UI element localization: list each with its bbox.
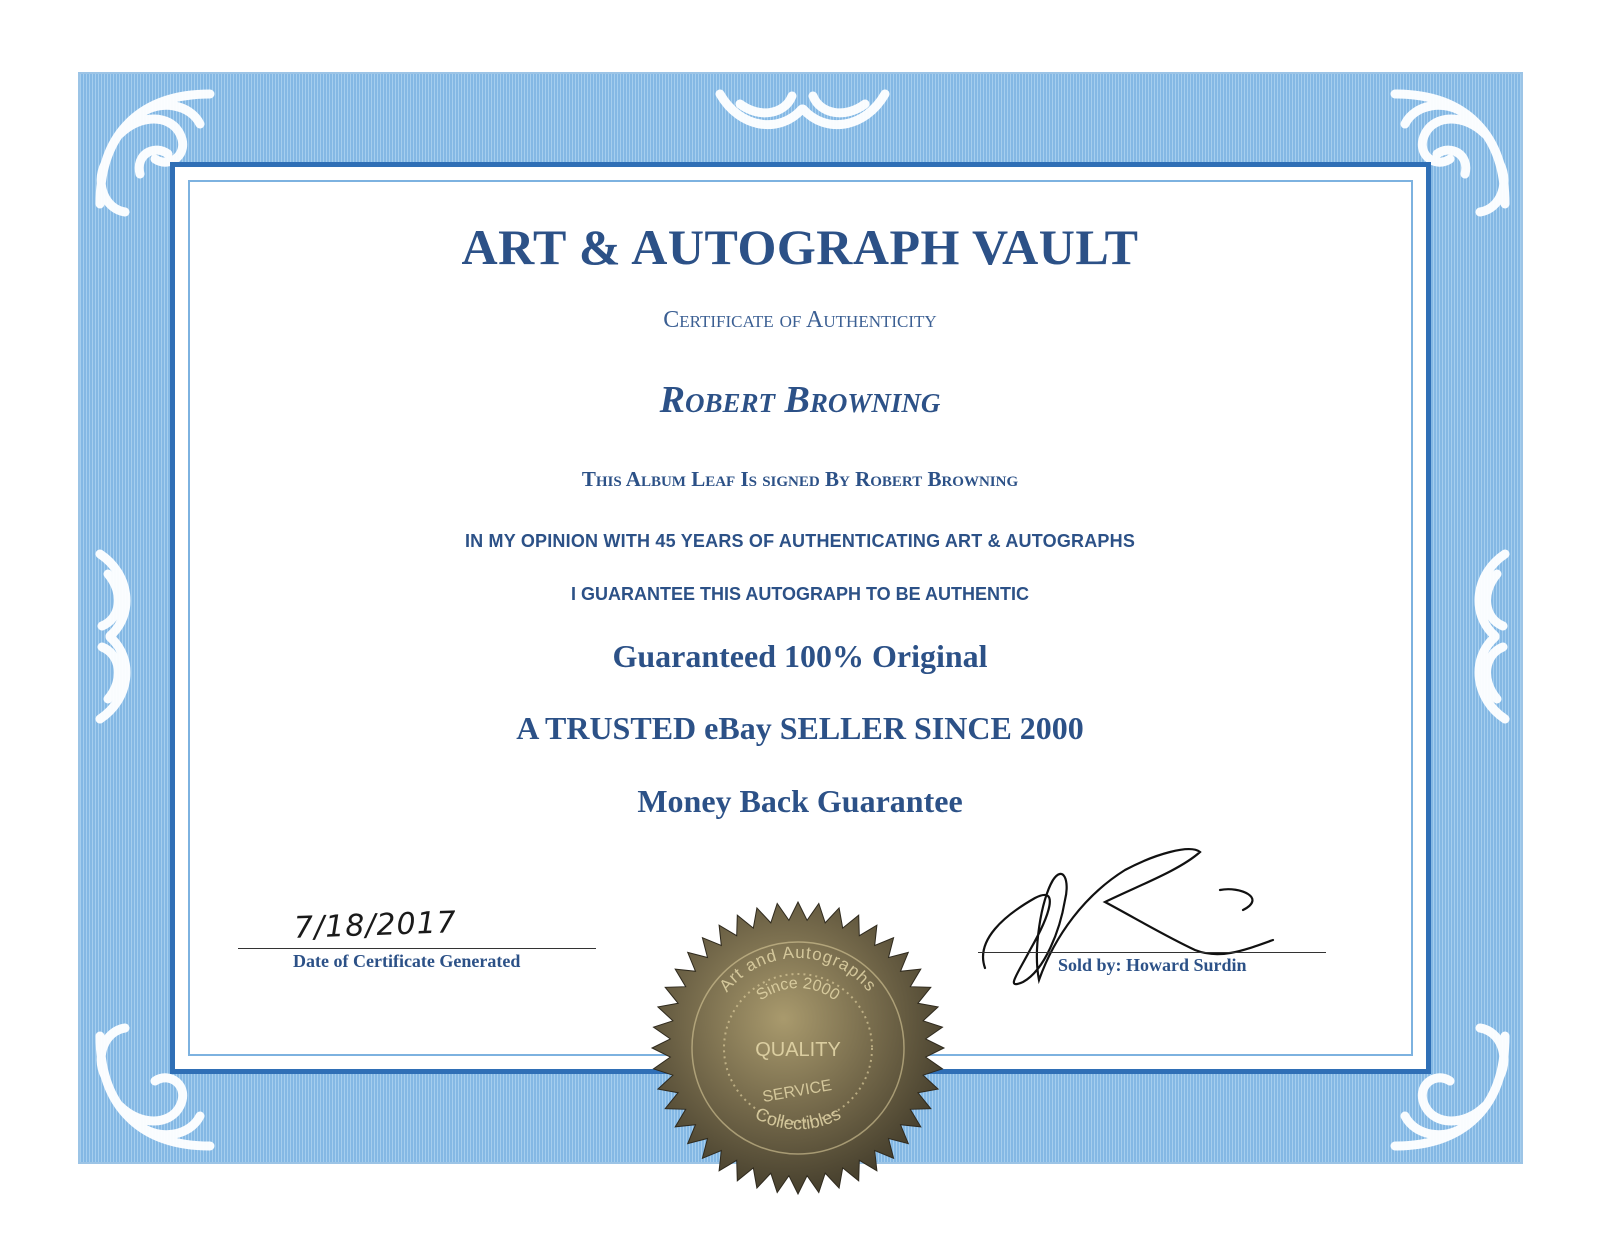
guarantee-statement: I GUARANTEE THIS AUTOGRAPH TO BE AUTHENTIC bbox=[570, 584, 1029, 604]
company-title: ART & AUTOGRAPH VAULT bbox=[461, 219, 1139, 275]
seller-signature-line bbox=[978, 952, 1326, 953]
signed-statement: This Album Leaf Is signed By Robert Browning bbox=[581, 467, 1019, 491]
date-label: Date of Certificate Generated bbox=[293, 951, 521, 971]
seal-top-text: Art and Autographs bbox=[715, 942, 881, 996]
handwritten-date: 7/18/2017 bbox=[293, 905, 458, 946]
date-signature-line bbox=[238, 948, 596, 949]
seal-since-text: Since 2000 bbox=[753, 974, 843, 1005]
seal-bottom-text: Collectibles bbox=[752, 1103, 844, 1134]
top-center-ornament bbox=[720, 94, 885, 125]
seal-service-text: SERVICE bbox=[761, 1077, 834, 1107]
seller-signature bbox=[975, 840, 1305, 1000]
subject-name: Robert Browning bbox=[659, 379, 941, 421]
right-middle-ornament bbox=[1479, 554, 1505, 719]
money-back-text: Money Back Guarantee bbox=[637, 783, 963, 819]
seller-label: Sold by: Howard Surdin bbox=[1058, 955, 1247, 975]
trusted-seller-text: A TRUSTED eBay SELLER SINCE 2000 bbox=[516, 710, 1084, 746]
certificate-subtitle: Certificate of Authenticity bbox=[663, 307, 937, 333]
gold-seal bbox=[650, 900, 946, 1196]
opinion-statement: IN MY OPINION WITH 45 YEARS OF AUTHENTICATING ART & AUTOGRAPHS bbox=[464, 531, 1136, 551]
original-guarantee: Guaranteed 100% Original bbox=[612, 638, 988, 674]
left-middle-ornament bbox=[100, 554, 126, 719]
seal-center-text: QUALITY bbox=[755, 1039, 841, 1061]
